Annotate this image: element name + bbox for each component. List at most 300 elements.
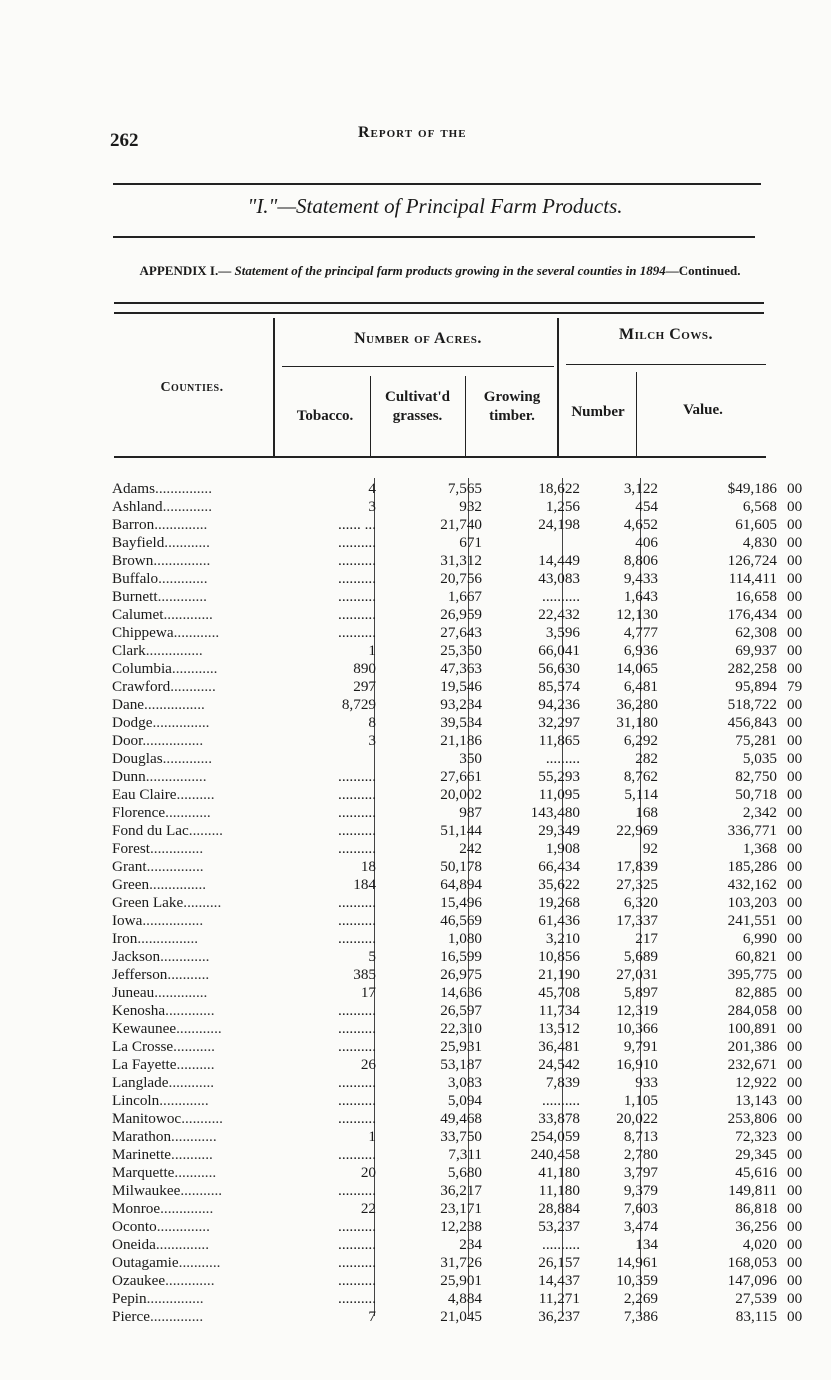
cell-cents: 00 <box>787 1146 803 1163</box>
cell-value: 4,020 <box>742 1236 777 1253</box>
leader-dots: ............ <box>168 1074 215 1091</box>
cell-timber: .......... <box>542 1092 580 1109</box>
cell-timber: 21,190 <box>538 966 580 983</box>
cell-value: 86,818 <box>735 1200 777 1217</box>
leader-dots: ........... <box>181 1110 223 1127</box>
cell-value: 4,830 <box>742 534 777 551</box>
cell-tobacco: .......... <box>338 552 376 569</box>
cell-value: 395,775 <box>727 966 777 983</box>
cell-cents: 00 <box>787 1110 803 1127</box>
cell-cents: 00 <box>787 930 803 947</box>
cell-cents: 00 <box>787 1308 803 1325</box>
header-growing-timber: Growing timber. <box>483 389 541 424</box>
cell-cultivated: 26,975 <box>440 966 482 983</box>
cell-county: Dunn................ <box>112 768 207 785</box>
cell-timber: 26,157 <box>538 1254 580 1271</box>
cell-county: Juneau.............. <box>112 984 208 1001</box>
table-row <box>112 1092 827 1110</box>
table-row <box>112 732 827 750</box>
table-row <box>112 912 827 930</box>
cell-timber: 55,293 <box>538 768 580 785</box>
header-milch-cows: Milch Cows. <box>619 326 713 343</box>
header-counties: Counties. <box>160 380 224 395</box>
cell-timber: 10,856 <box>538 948 580 965</box>
cell-tobacco: .......... <box>338 930 376 947</box>
cell-number: 20,022 <box>616 1110 658 1127</box>
cell-number: 31,180 <box>616 714 658 731</box>
cell-cents: 00 <box>787 1254 803 1271</box>
cell-tobacco: .......... <box>338 822 376 839</box>
table-row <box>112 930 827 948</box>
cell-cents: 00 <box>787 660 803 677</box>
cell-value: 13,143 <box>735 1092 777 1109</box>
cell-county: Oconto.............. <box>112 1218 210 1235</box>
cell-number: 12,319 <box>616 1002 658 1019</box>
cell-cultivated: 1,080 <box>447 930 482 947</box>
cell-cultivated: 5,094 <box>447 1092 482 1109</box>
cell-tobacco: 297 <box>353 678 376 695</box>
cell-county: Jefferson........... <box>112 966 210 983</box>
cell-county: Dodge............... <box>112 714 210 731</box>
cell-tobacco: .......... <box>338 1182 376 1199</box>
cell-cultivated: 14,636 <box>440 984 482 1001</box>
cell-value: 62,308 <box>735 624 777 641</box>
cell-value: 168,053 <box>727 1254 777 1271</box>
leader-dots: ............ <box>165 804 211 821</box>
cell-tobacco: 22 <box>360 1200 376 1217</box>
cell-cultivated: 64,894 <box>440 876 482 893</box>
cell-number: 17,337 <box>616 912 658 929</box>
cell-timber: 14,437 <box>538 1272 580 1289</box>
table-row <box>112 840 827 858</box>
cell-cents: 00 <box>787 768 803 785</box>
cell-value: 29,345 <box>735 1146 777 1163</box>
table-row <box>112 552 827 570</box>
cell-cents: 00 <box>787 786 803 803</box>
cell-value: 72,323 <box>735 1128 777 1145</box>
table-row <box>112 570 827 588</box>
cell-cultivated: 21,740 <box>440 516 482 533</box>
cell-cents: 00 <box>787 1128 803 1145</box>
cell-tobacco: 890 <box>353 660 376 677</box>
cell-number: 4,652 <box>623 516 658 533</box>
leader-dots: ........... <box>173 1038 215 1055</box>
leader-dots: .............. <box>154 984 208 1001</box>
cell-county: Pepin............... <box>112 1290 204 1307</box>
leader-dots: ................ <box>137 930 199 947</box>
cell-tobacco: .......... <box>338 912 376 929</box>
leader-dots: ............ <box>176 1020 222 1037</box>
table-row <box>112 588 827 606</box>
leader-dots: .......... <box>176 1056 215 1073</box>
cell-cultivated: 27,661 <box>440 768 482 785</box>
cell-cents: 00 <box>787 966 803 983</box>
cell-cents: 00 <box>787 498 803 515</box>
table-row <box>112 1020 827 1038</box>
cell-cents: 00 <box>787 480 803 497</box>
cell-timber: 61,436 <box>538 912 580 929</box>
leader-dots: ............. <box>157 588 207 605</box>
cell-value: $49,186 <box>727 480 777 497</box>
cell-number: 9,791 <box>623 1038 658 1055</box>
cell-timber: 22,432 <box>538 606 580 623</box>
cell-timber: 18,622 <box>538 480 580 497</box>
cell-cents: 00 <box>787 1074 803 1091</box>
cell-cents: 00 <box>787 948 803 965</box>
cell-value: 60,821 <box>735 948 777 965</box>
appendix-continued: —Continued. <box>665 263 741 278</box>
cell-county: Manitowoc........... <box>112 1110 223 1127</box>
cell-value: 50,718 <box>735 786 777 803</box>
cell-value: 82,885 <box>735 984 777 1001</box>
cell-cultivated: 16,599 <box>440 948 482 965</box>
cell-cents: 00 <box>787 858 803 875</box>
cell-value: 95,894 <box>735 678 777 695</box>
cell-county: Eau Claire.......... <box>112 786 215 803</box>
cell-number: 8,713 <box>623 1128 658 1145</box>
cell-cents: 00 <box>787 732 803 749</box>
appendix-description: Statement of the principal farm products growing in the several counties in 1894 <box>234 263 666 278</box>
cell-cents: 00 <box>787 804 803 821</box>
leader-dots: ......... <box>188 822 223 839</box>
cell-cultivated: 26,959 <box>440 606 482 623</box>
cell-value: 61,605 <box>735 516 777 533</box>
header-cultivated-grasses: Cultivat'd grasses. <box>384 389 450 424</box>
cell-cents: 00 <box>787 534 803 551</box>
cell-tobacco: .......... <box>338 840 376 857</box>
cell-tobacco: 1 <box>368 1128 376 1145</box>
cell-value: 12,922 <box>735 1074 777 1091</box>
table-row <box>112 1056 827 1074</box>
cell-cents: 00 <box>787 1020 803 1037</box>
cell-cultivated: 932 <box>459 498 482 515</box>
cell-tobacco: .......... <box>338 1254 376 1271</box>
cell-county: Oneida.............. <box>112 1236 210 1253</box>
cell-tobacco: .......... <box>338 768 376 785</box>
cell-timber: 41,180 <box>538 1164 580 1181</box>
cell-cultivated: 47,363 <box>440 660 482 677</box>
cell-number: 12,130 <box>616 606 658 623</box>
table-row <box>112 1272 827 1290</box>
cell-tobacco: 17 <box>360 984 376 1001</box>
cell-cultivated: 22,310 <box>440 1020 482 1037</box>
cell-cultivated: 51,144 <box>440 822 482 839</box>
cell-cents: 00 <box>787 1290 803 1307</box>
leader-dots: .............. <box>149 840 204 857</box>
cell-cents: 00 <box>787 516 803 533</box>
cell-timber: 1,908 <box>545 840 580 857</box>
cell-county: Brown............... <box>112 552 211 569</box>
cell-cents: 00 <box>787 606 803 623</box>
running-head: Report of the <box>358 124 467 141</box>
cell-tobacco: 20 <box>360 1164 376 1181</box>
cell-timber: 45,708 <box>538 984 580 1001</box>
cell-cents: 00 <box>787 912 803 929</box>
cell-number: 406 <box>635 534 658 551</box>
cell-county: Milwaukee........... <box>112 1182 223 1199</box>
leader-dots: .............. <box>160 1200 214 1217</box>
cell-timber: 11,734 <box>538 1002 580 1019</box>
table-row <box>112 948 827 966</box>
cell-cultivated: 26,597 <box>440 1002 482 1019</box>
divider-number <box>636 372 637 458</box>
cell-number: 7,603 <box>623 1200 658 1217</box>
cell-tobacco: .......... <box>338 588 376 605</box>
cell-cultivated: 33,750 <box>440 1128 482 1145</box>
table-row <box>112 894 827 912</box>
table-row <box>112 696 827 714</box>
cell-timber: ......... <box>545 750 580 767</box>
table-row <box>112 642 827 660</box>
cell-cultivated: 21,045 <box>440 1308 482 1325</box>
cell-county: La Fayette.......... <box>112 1056 215 1073</box>
cell-timber: .......... <box>542 1236 580 1253</box>
cell-value: 6,990 <box>742 930 777 947</box>
cell-county: Florence............ <box>112 804 211 821</box>
cell-county: Columbia............ <box>112 660 218 677</box>
cell-number: 3,122 <box>623 480 658 497</box>
cell-cultivated: 39,534 <box>440 714 482 731</box>
table-row <box>112 750 827 768</box>
cell-cents: 79 <box>787 678 803 695</box>
leader-dots: .............. <box>156 1218 210 1235</box>
table-row <box>112 804 827 822</box>
cell-county: Douglas............. <box>112 750 212 767</box>
table-row <box>112 966 827 984</box>
cell-cents: 00 <box>787 714 803 731</box>
cell-timber: 14,449 <box>538 552 580 569</box>
appendix-heading <box>110 264 770 278</box>
cell-county: Adams............... <box>112 480 212 497</box>
table-row <box>112 678 827 696</box>
leader-dots: .......... <box>176 786 215 803</box>
cell-number: 134 <box>635 1236 658 1253</box>
table-row <box>112 1290 827 1308</box>
cell-tobacco: 8,729 <box>341 696 376 713</box>
table-row <box>112 876 827 894</box>
cell-cultivated: 25,350 <box>440 642 482 659</box>
table-row <box>112 1128 827 1146</box>
cell-cultivated: 20,756 <box>440 570 482 587</box>
cell-timber: 3,596 <box>545 624 580 641</box>
cell-value: 336,771 <box>727 822 777 839</box>
leader-dots: ................ <box>142 732 204 749</box>
leader-dots: ................ <box>145 768 207 785</box>
cell-cents: 00 <box>787 984 803 1001</box>
cell-value: 149,811 <box>728 1182 777 1199</box>
cell-number: 2,780 <box>623 1146 658 1163</box>
leader-dots: ............. <box>165 1002 215 1019</box>
cell-value: 185,286 <box>727 858 777 875</box>
table-row <box>112 1074 827 1092</box>
cell-timber: 33,878 <box>538 1110 580 1127</box>
header-value: Value. <box>683 402 723 418</box>
cell-cultivated: 15,496 <box>440 894 482 911</box>
cell-cultivated: 93,234 <box>440 696 482 713</box>
cell-cents: 00 <box>787 1200 803 1217</box>
cell-tobacco: 4 <box>368 480 376 497</box>
cell-tobacco: .......... <box>338 570 376 587</box>
cell-timber: 36,481 <box>538 1038 580 1055</box>
leader-dots: ............. <box>159 1092 209 1109</box>
table-row <box>112 714 827 732</box>
cell-county: Grant............... <box>112 858 204 875</box>
cell-timber: 66,434 <box>538 858 580 875</box>
cell-timber: 143,480 <box>530 804 580 821</box>
leader-dots: ........... <box>180 1182 223 1199</box>
cell-value: 2,342 <box>742 804 777 821</box>
cell-tobacco: 385 <box>353 966 376 983</box>
cell-cultivated: 49,468 <box>440 1110 482 1127</box>
cell-county: Crawford............ <box>112 678 216 695</box>
cell-number: 2,269 <box>623 1290 658 1307</box>
leader-dots: ............. <box>160 948 210 965</box>
cell-county: Fond du Lac......... <box>112 822 223 839</box>
cell-tobacco: .......... <box>338 1074 376 1091</box>
table-row <box>112 1110 827 1128</box>
cell-county: Kenosha............. <box>112 1002 215 1019</box>
rule-header-bottom <box>114 456 766 458</box>
cell-cents: 00 <box>787 624 803 641</box>
cell-number: 8,806 <box>623 552 658 569</box>
cell-value: 83,115 <box>735 1308 777 1325</box>
cell-tobacco: .......... <box>338 1218 376 1235</box>
cell-cents: 00 <box>787 1182 803 1199</box>
leader-dots: ........... <box>167 966 210 983</box>
leader-dots: .............. <box>154 516 208 533</box>
cell-cultivated: 36,217 <box>440 1182 482 1199</box>
cell-tobacco: .......... <box>338 786 376 803</box>
cell-value: 75,281 <box>735 732 777 749</box>
cell-value: 36,256 <box>735 1218 777 1235</box>
cell-timber: 94,236 <box>538 696 580 713</box>
cell-tobacco: .......... <box>338 1020 376 1037</box>
cell-timber: 7,839 <box>545 1074 580 1091</box>
cell-tobacco: .......... <box>338 894 376 911</box>
cell-number: 9,433 <box>623 570 658 587</box>
cell-timber: 11,180 <box>538 1182 580 1199</box>
table-row <box>112 480 827 498</box>
cell-value: 1,368 <box>742 840 777 857</box>
cell-tobacco: .......... <box>338 1272 376 1289</box>
cell-timber: 53,237 <box>538 1218 580 1235</box>
farm-products-table <box>112 480 827 1326</box>
cell-value: 432,162 <box>727 876 777 893</box>
cell-number: 36,280 <box>616 696 658 713</box>
cell-value: 69,937 <box>735 642 777 659</box>
cell-timber: .......... <box>542 588 580 605</box>
cell-number: 4,777 <box>623 624 658 641</box>
cell-tobacco: 3 <box>368 498 376 515</box>
cell-cultivated: 31,312 <box>440 552 482 569</box>
cell-cultivated: 21,186 <box>440 732 482 749</box>
cell-cultivated: 46,569 <box>440 912 482 929</box>
cell-timber: 36,237 <box>538 1308 580 1325</box>
cell-timber: 1,256 <box>545 498 580 515</box>
rule-table-top-2 <box>114 312 764 314</box>
cell-tobacco: 1 <box>368 642 376 659</box>
leader-dots: ............. <box>162 750 212 767</box>
cell-cents: 00 <box>787 570 803 587</box>
cell-number: 6,481 <box>623 678 658 695</box>
cell-cultivated: 7,311 <box>448 1146 482 1163</box>
cell-county: Pierce.............. <box>112 1308 204 1325</box>
cell-cents: 00 <box>787 642 803 659</box>
cell-number: 10,359 <box>616 1272 658 1289</box>
leader-dots: .............. <box>149 1308 204 1325</box>
cell-timber: 24,542 <box>538 1056 580 1073</box>
cell-cultivated: 987 <box>459 804 482 821</box>
table-row <box>112 1308 827 1326</box>
table-row <box>112 534 827 552</box>
divider-counties <box>273 318 275 458</box>
cell-cents: 00 <box>787 1218 803 1235</box>
cell-number: 7,386 <box>623 1308 658 1325</box>
cell-value: 518,722 <box>727 696 777 713</box>
header-number-of-acres: Number of Acres. <box>354 330 482 347</box>
cell-number: 27,031 <box>616 966 658 983</box>
leader-dots: ............. <box>158 570 208 587</box>
cell-county: Green............... <box>112 876 207 893</box>
cell-cultivated: 350 <box>459 750 482 767</box>
cell-number: 9,379 <box>623 1182 658 1199</box>
cell-cultivated: 25,901 <box>440 1272 482 1289</box>
cell-county: Lincoln............. <box>112 1092 209 1109</box>
cell-county: Marathon............ <box>112 1128 217 1145</box>
cell-value: 6,568 <box>742 498 777 515</box>
cell-tobacco: 7 <box>368 1308 376 1325</box>
cell-value: 126,724 <box>727 552 777 569</box>
cell-tobacco: .......... <box>338 1038 376 1055</box>
cell-cents: 00 <box>787 1038 803 1055</box>
leader-dots: ............... <box>146 858 204 875</box>
cell-timber: 28,884 <box>538 1200 580 1217</box>
cell-cultivated: 242 <box>459 840 482 857</box>
cell-number: 1,643 <box>623 588 658 605</box>
cell-county: Marquette........... <box>112 1164 217 1181</box>
rule-top <box>113 183 761 185</box>
cell-value: 5,035 <box>742 750 777 767</box>
cell-number: 92 <box>642 840 658 857</box>
header-number: Number <box>571 404 625 420</box>
cell-timber: 254,059 <box>530 1128 580 1145</box>
table-row <box>112 624 827 642</box>
cell-county: Burnett............. <box>112 588 207 605</box>
cell-cultivated: 20,002 <box>440 786 482 803</box>
leader-dots: ............... <box>145 642 203 659</box>
cell-tobacco: .......... <box>338 1236 376 1253</box>
cell-county: Jackson............. <box>112 948 210 965</box>
cell-county: Clark............... <box>112 642 203 659</box>
cell-tobacco: 5 <box>368 948 376 965</box>
leader-dots: ........... <box>171 1146 213 1163</box>
leader-dots: ............ <box>164 534 210 551</box>
cell-number: 27,325 <box>616 876 658 893</box>
cell-tobacco: 3 <box>368 732 376 749</box>
cell-timber: 43,083 <box>538 570 580 587</box>
cell-tobacco: .......... <box>338 1092 376 1109</box>
leader-dots: ............ <box>173 624 220 641</box>
cell-tobacco: .......... <box>338 624 376 641</box>
cell-value: 27,539 <box>735 1290 777 1307</box>
cell-value: 103,203 <box>727 894 777 911</box>
page-number: 262 <box>110 130 139 151</box>
leader-dots: ............... <box>152 714 210 731</box>
table-row <box>112 1146 827 1164</box>
cell-number: 282 <box>635 750 658 767</box>
cell-number: 933 <box>635 1074 658 1091</box>
leader-dots: ................ <box>142 912 204 929</box>
